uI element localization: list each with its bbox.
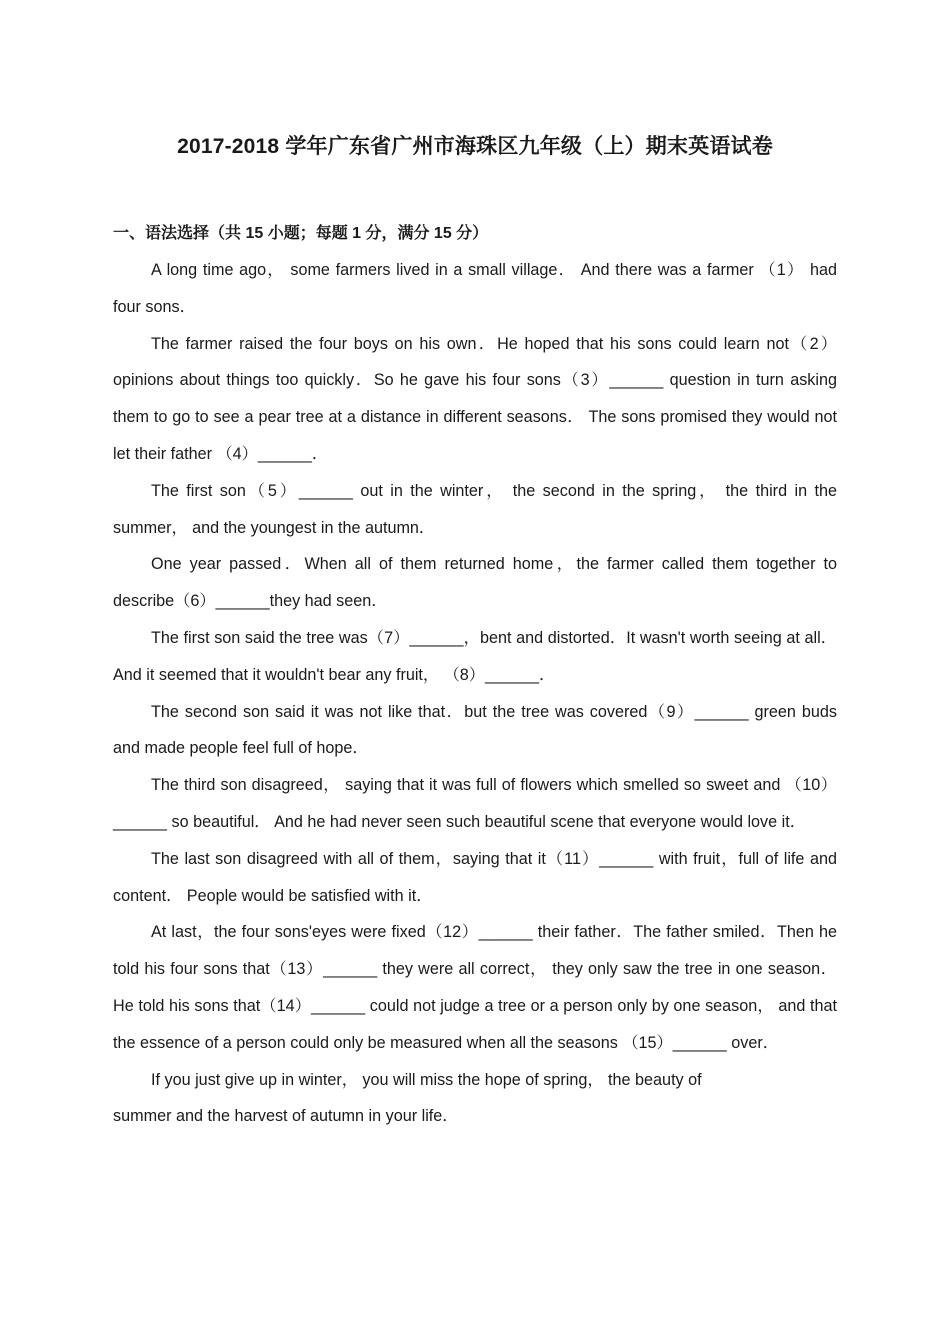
passage-paragraph: The first son said the tree was（7）______，bent and distorted．It wasn't worth seeing at all． And it seemed that it wouldn't bear any fruit， （8）______． bbox=[113, 628, 837, 684]
passage-paragraph: The first son（5）______ out in the winter， the second in the spring， the third in the summer， and the youngest in the autumn． bbox=[113, 481, 837, 537]
passage-paragraph: One year passed．When all of them returned home，the farmer called them together to describe（6）______they had seen． bbox=[113, 555, 837, 611]
passage-paragraph: If you just give up in winter， you will miss the hope of spring， the beauty of summer and the harvest of autumn in your life． bbox=[113, 1070, 702, 1126]
passage bbox=[113, 252, 837, 1135]
passage-paragraph: The farmer raised the four boys on his own．He hoped that his sons could learn not（2） opinions about things too quickly．So he gave his four sons（3）______ question in turn asking them to go to see a pear tree at a distance in different seasons． The sons promised they would not let their father （4）______． bbox=[113, 334, 837, 463]
passage-paragraph: At last，the four sons'eyes were fixed（12）______ their father．The father smiled．Then he told his four sons that（13）______ they were all correct， they only saw the tree in one season． He told his sons that（14）______ could not judge a tree or a person only by one season， and that the essence of a person could only be measured when all the seasons （15）______ over． bbox=[113, 923, 837, 1052]
passage-paragraph: The second son said it was not like that．but the tree was covered（9）______ green buds and made people feel full of hope． bbox=[113, 702, 837, 758]
passage-paragraph: A long time ago， some farmers lived in a small village． And there was a farmer （1） had four sons． bbox=[113, 261, 837, 316]
passage-paragraph: The third son disagreed， saying that it was full of flowers which smelled so sweet and （10）______ so beautiful． And he had never seen such beautiful scene that everyone would love it． bbox=[113, 776, 837, 831]
section-heading: 一、语法选择（共 15 小题；每题 1 分，满分 15 分） bbox=[113, 225, 489, 242]
page-title: 2017-2018 学年广东省广州市海珠区九年级（上）期末英语试卷 bbox=[177, 135, 773, 158]
passage-paragraph: The last son disagreed with all of them，saying that it（11）______ with fruit，full of life and content． People would be satisfied with it． bbox=[113, 849, 837, 905]
